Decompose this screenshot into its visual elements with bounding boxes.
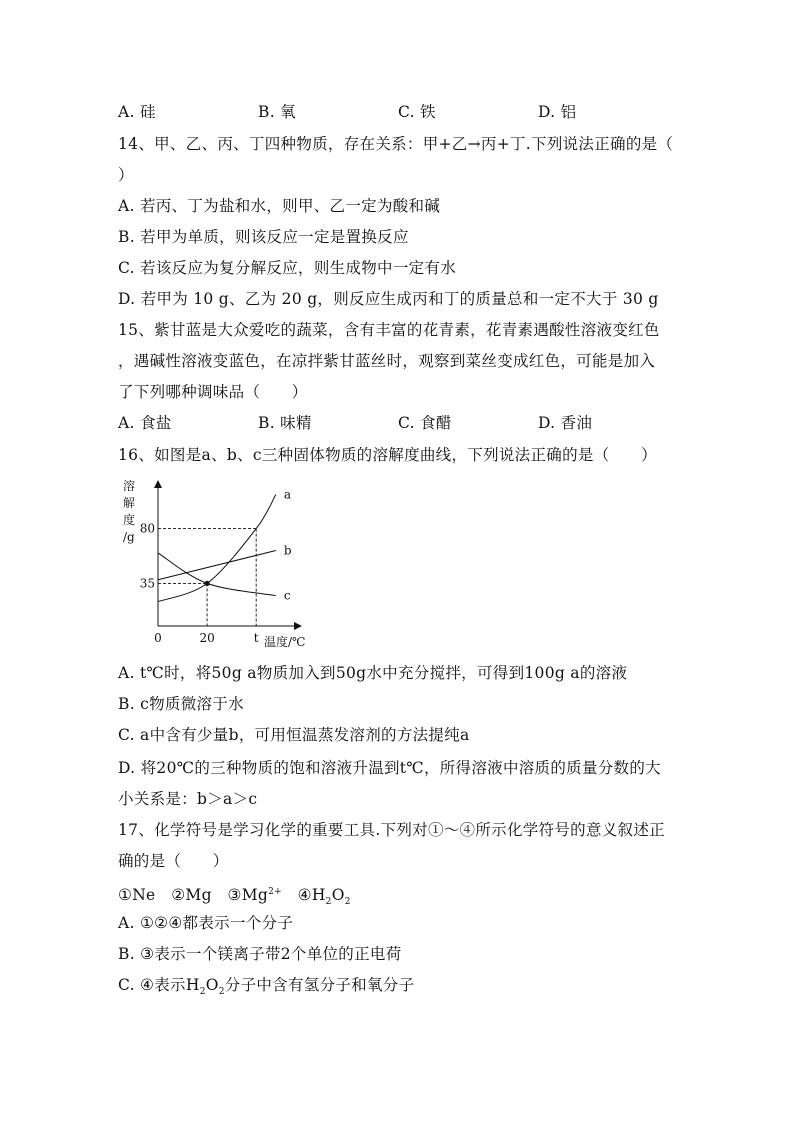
intersection-point: [204, 581, 209, 586]
q16-option-b: B. c物质微溶于水: [118, 695, 244, 713]
q15-stem-line3: 了下列哪种调味品（ ）: [118, 383, 308, 401]
x-tick-label: 20: [199, 631, 215, 645]
q15-stem-line1: 15、紫甘蓝是大众爱吃的蔬菜，含有丰富的花青素，花青素遇酸性溶液变红色: [118, 321, 660, 339]
q13-option-d: D. 铝: [538, 103, 577, 121]
y-axis-label: [123, 478, 135, 544]
curve-label-c: c: [283, 588, 291, 603]
curve-label-b: b: [283, 543, 292, 558]
q17-symbols: [118, 881, 351, 913]
q13-option-c: C. 铁: [398, 103, 436, 121]
q14-stem-line1: 14、甲、乙、丙、丁四种物质，存在关系：甲+乙→丙+丁.下列说法正确的是（: [118, 135, 674, 153]
solubility-chart-svg: [118, 476, 338, 652]
q17-stem-line2: 确的是（ ）: [118, 852, 229, 870]
q16-option-a: A. t℃时，将50g a物质加入到50g水中充分搅拌，可得到100g a的溶液: [118, 664, 628, 682]
symbol-ne: ①Ne: [118, 886, 156, 905]
curve-a: [158, 495, 276, 602]
curves: [158, 488, 292, 603]
symbol-h2o2: $④H_2O_2$: [297, 886, 351, 908]
q13-option-b: B. 氧: [258, 103, 296, 121]
q15-options: [118, 412, 678, 434]
solubility-chart: [118, 476, 338, 652]
q15-stem-line2: ，遇碱性溶液变蓝色，在凉拌紫甘蓝丝时，观察到菜丝变成红色，可能是加入: [118, 352, 656, 370]
y-tick-label: 80: [139, 521, 155, 536]
q14-option-d: D. 若甲为 10 g、乙为 20 g，则反应生成丙和丁的质量总和一定不大于 30 g: [118, 290, 659, 308]
q16-option-d-cont: 小关系是：b＞a＞c: [118, 790, 258, 808]
q15-option-c: C. 食醋: [398, 414, 452, 432]
symbol-mg: ②Mg: [171, 886, 212, 905]
q17-option-a: A. ①②④都表示一个分子: [118, 914, 294, 932]
q15-option-b: B. 味精: [258, 414, 312, 432]
q13-options: [118, 101, 678, 123]
symbol-mg-ion: $③Mg^{2+}$: [227, 886, 282, 905]
q13-option-a: A. 硅: [118, 103, 156, 121]
q14-option-a: A. 若丙、丁为盐和水，则甲、乙一定为酸和碱: [118, 197, 441, 215]
x-tick-label: 0: [154, 631, 162, 645]
guide-lines: [158, 529, 256, 626]
curve-label-a: a: [283, 487, 291, 502]
q17-option-b: B. ③表示一个镁离子带2个单位的正电荷: [118, 945, 402, 963]
x-tick-label: t: [253, 631, 259, 645]
y-label-char: 溶: [123, 479, 136, 493]
x-axis-label: 温度/℃: [264, 635, 306, 649]
q15-option-a: A. 食盐: [118, 414, 172, 432]
q17-stem-line1: 17、化学符号是学习化学的重要工具.下列对①～④所示化学符号的意义叙述正: [118, 821, 665, 839]
y-tick-label: 35: [139, 576, 155, 591]
q16-option-c: C. a中含有少量b，可用恒温蒸发溶剂的方法提纯a: [118, 726, 470, 744]
q14-option-b: B. 若甲为单质，则该反应一定是置换反应: [118, 228, 409, 246]
q14-option-c: C. 若该反应为复分解反应，则生成物中一定有水: [118, 259, 457, 277]
y-label-char: /g: [123, 530, 135, 544]
y-label-char: 解: [123, 496, 136, 510]
q16-option-d: D. 将20℃的三种物质的饱和溶液升温到t℃，所得溶液中溶质的质量分数的大: [118, 759, 661, 777]
q17-option-c: C. ④表示$H_2O_2$分子中含有氢分子和氧分子: [118, 976, 415, 998]
q14-stem-line2: ）: [118, 166, 134, 184]
y-label-char: 度: [123, 513, 136, 527]
q15-option-d: D. 香油: [538, 414, 593, 432]
q16-stem: 16、如图是a、b、c三种固体物质的溶解度曲线，下列说法正确的是（ ）: [118, 446, 657, 464]
